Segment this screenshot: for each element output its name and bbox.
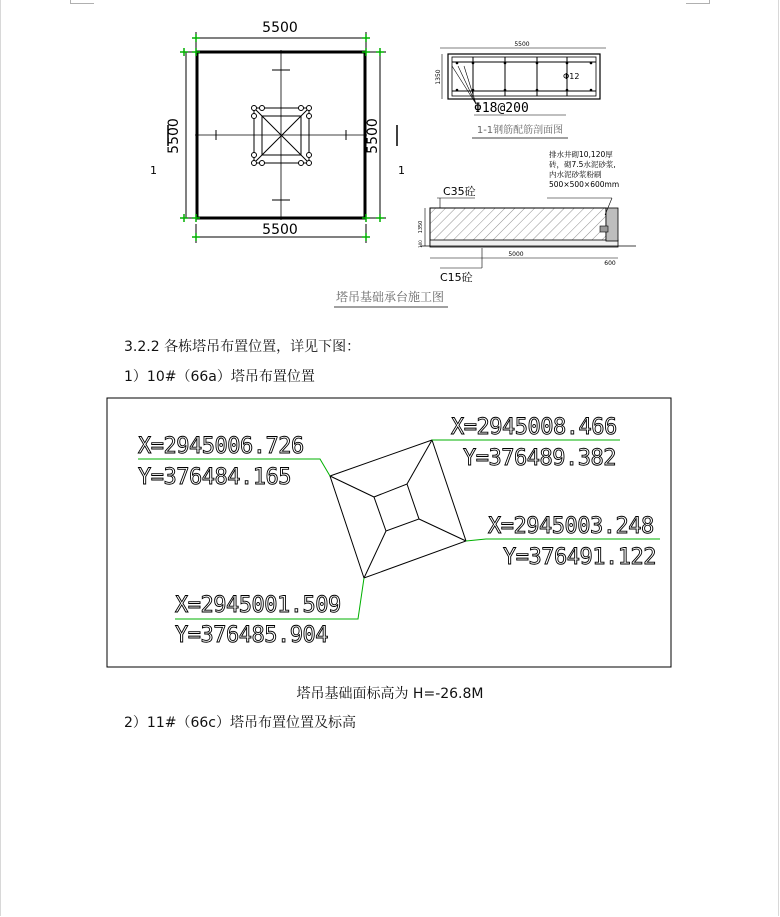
section-side-dimension: 600 [604,260,616,267]
crane-footprint [330,440,466,578]
crane-position-drawing [0,390,780,670]
sump-note-line-4: 500×500×600mm [549,180,620,189]
sump-note-line-1: 排水井砌10,120厚 [549,150,613,159]
rebar-phi12-label: Φ12 [563,72,580,81]
plan-right-dimension: 5500 [365,118,381,154]
section-width-dimension: 5000 [508,251,524,258]
sump-note-line-3: 内水泥砂浆粉刷 [549,170,602,179]
rebar-phi18-label: Φ18@200 [474,101,529,116]
bottom-left-y-coordinate: Y=376485.904 [175,623,328,648]
section-base-dimension: 100 [418,240,423,248]
c35-label: C35砼 [443,185,476,198]
rebar-height-dimension: 1350 [435,69,442,85]
section-mark-right: 1 [398,164,405,177]
top-right-x-coordinate: X=2945008.466 [451,415,617,440]
section-heading: 3.2.2 各栋塔吊布置位置，详见下图： [124,339,361,355]
foundation-drawing [0,0,780,320]
item1-heading: 1）10#（66a）塔吊布置位置 [124,369,315,385]
dimension-markers [180,34,384,241]
section-mark-left: 1 [150,164,157,177]
right-y-coordinate: Y=376491.122 [503,545,656,570]
plan-bottom-dimension: 5500 [262,222,298,238]
rebar-section-caption: 1-1钢筋配筋剖面图 [476,125,564,136]
sump-note-line-2: 砖，砌7.5水泥砂浆, [549,160,616,169]
figure2-caption: 塔吊基础面标高为 H=-26.8M [296,686,484,702]
top-left-y-coordinate: Y=376484.165 [138,465,291,490]
right-x-coordinate: X=2945003.248 [488,514,654,539]
rebar-width-dimension: 5500 [514,41,530,48]
top-left-x-coordinate: X=2945006.726 [138,434,304,459]
c15-label: C15砼 [440,271,473,284]
figure1-caption: 塔吊基础承台施工图 [335,290,445,304]
plan-top-dimension: 5500 [262,20,298,36]
foundation-section [420,198,636,268]
top-right-y-coordinate: Y=376489.382 [463,446,616,471]
section-height-dimension: 1350 [418,220,424,234]
item2-heading: 2）11#（66c）塔吊布置位置及标高 [124,715,356,731]
plan-left-dimension: 5500 [166,118,182,154]
plan-view [168,32,397,243]
bottom-left-x-coordinate: X=2945001.509 [175,593,341,618]
